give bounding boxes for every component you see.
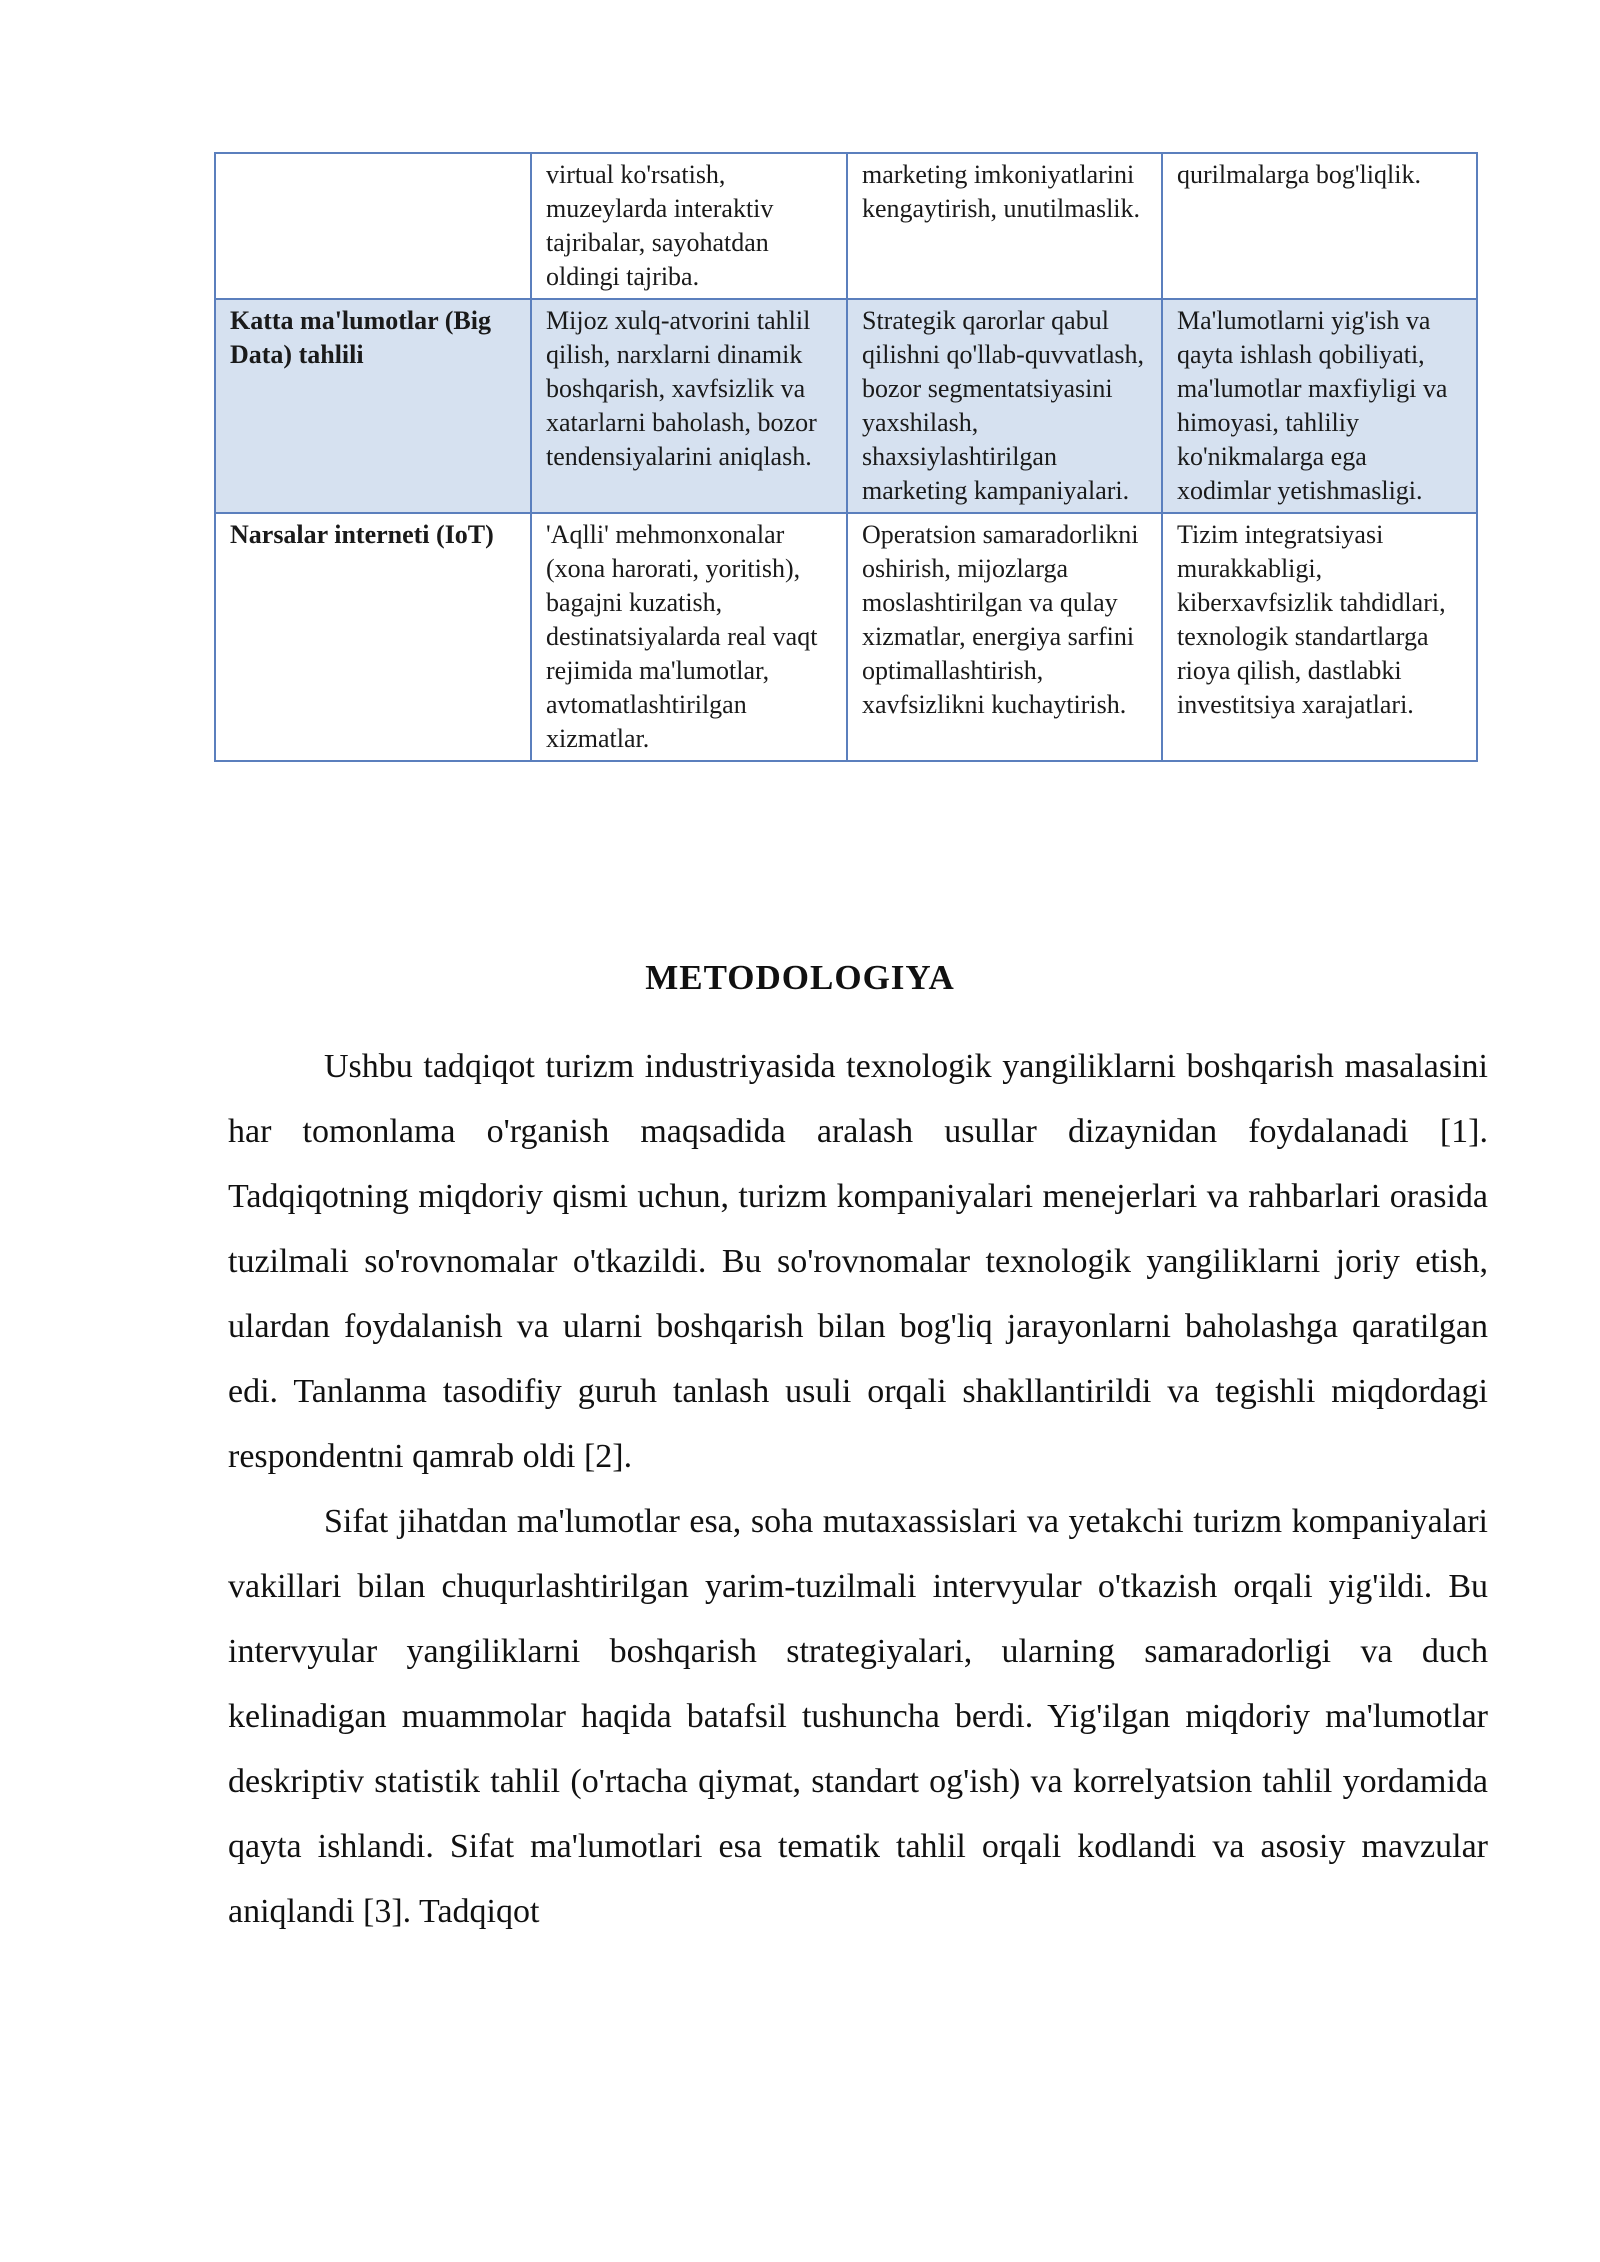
application-cell: virtual ko'rsatish, muzeylarda interaktiv tajribalar, sayohatdan oldingi tajriba. <box>531 153 847 299</box>
technology-name-cell: Narsalar interneti (IoT) <box>215 513 531 761</box>
benefits-cell: Strategik qarorlar qabul qilishni qo'llab-quvvatlash, bozor segmentatsiyasini yaxshilash, shaxsiylashtirilgan marketing kampaniyalari. <box>847 299 1162 513</box>
challenges-cell: Tizim integratsiyasi murakkabligi, kiberxavfsizlik tahdidlari, texnologik standartlarga rioya qilish, dastlabki investitsiya xarajatlari. <box>1162 513 1477 761</box>
section-heading: METODOLOGIYA <box>645 958 955 997</box>
table-row <box>215 513 1477 761</box>
technology-table <box>214 152 1478 762</box>
application-cell: 'Aqlli' mehmonxonalar (xona harorati, yoritish), bagajni kuzatish, destinatsiyalarda real vaqt rejimida ma'lumotlar, avtomatlashtirilgan xizmatlar. <box>531 513 847 761</box>
body-paragraph: Sifat jihatdan ma'lumotlar esa, soha mutaxassislari va yetakchi turizm kompaniyalari vakillari bilan chuqurlashtirilgan yarim-tuzilmali intervyular o'tkazish orqali yig'ildi. Bu intervyular yangiliklarni boshqarish strategiyalari, ularning samaradorligi va duch kelinadigan muammolar haqida batafsil tushuncha berdi. Yig'ilgan miqdoriy ma'lumotlar deskriptiv statistik tahlil (o'rtacha qiymat, standart og'ish) va korrelyatsion tahlil yordamida qayta ishlandi. Sifat ma'lumotlari esa tematik tahlil orqali kodlandi va asosiy mavzular aniqlandi [3]. Tadqiqot <box>228 1503 1488 1930</box>
application-cell: Mijoz xulq-atvorini tahlil qilish, narxlarni dinamik boshqarish, xavfsizlik va xatarlarni baholash, bozor tendensiyalarini aniqlash. <box>531 299 847 513</box>
table-row <box>215 153 1477 299</box>
table-row <box>215 299 1477 513</box>
benefits-cell: marketing imkoniyatlarini kengaytirish, unutilmaslik. <box>847 153 1162 299</box>
section-body <box>228 1034 1488 1944</box>
technology-name-cell <box>215 153 531 299</box>
body-paragraph: Ushbu tadqiqot turizm industriyasida texnologik yangiliklarni boshqarish masalasini har tomonlama o'rganish maqsadida aralash usullar dizaynidan foydalanadi [1]. Tadqiqotning miqdoriy qismi uchun, turizm kompaniyalari menejerlari va rahbarlari orasida tuzilmali so'rovnomalar o'tkazildi. Bu so'rovnomalar texnologik yangiliklarni joriy etish, ulardan foydalanish va ularni boshqarish bilan bog'liq jarayonlarni baholashga qaratilgan edi. Tanlanma tasodifiy guruh tanlash usuli orqali shakllantirildi va tegishli miqdordagi respondentni qamrab oldi [2]. <box>228 1048 1488 1475</box>
benefits-cell: Operatsion samaradorlikni oshirish, mijozlarga moslashtirilgan va qulay xizmatlar, energiya sarfini optimallashtirish, xavfsizlikni kuchaytirish. <box>847 513 1162 761</box>
technology-name-cell: Katta ma'lumotlar (Big Data) tahlili <box>215 299 531 513</box>
challenges-cell: qurilmalarga bog'liqlik. <box>1162 153 1477 299</box>
challenges-cell: Ma'lumotlarni yig'ish va qayta ishlash qobiliyati, ma'lumotlar maxfiyligi va himoyasi, tahliliy ko'nikmalarga ega xodimlar yetishmasligi. <box>1162 299 1477 513</box>
